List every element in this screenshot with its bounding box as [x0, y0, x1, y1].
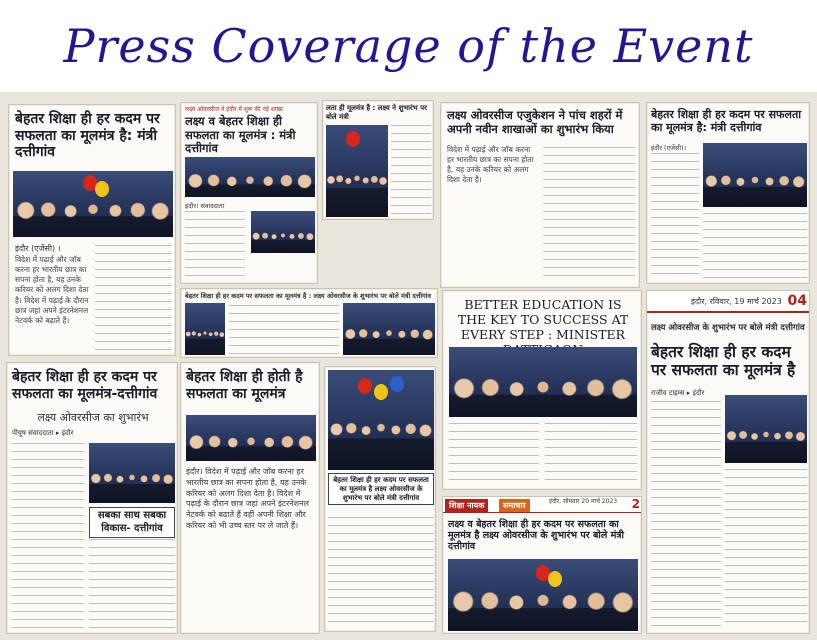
- text-column: [449, 423, 539, 487]
- clipping-kicker: लक्ष्य ओवरसीज के शुभारंभ पर बोले मंत्री दत्तीगांव: [651, 323, 805, 333]
- clipping-byline: पीयूष संवाददाता ▸ इंदौर: [12, 429, 74, 437]
- newspaper-name: शिक्षा नायक: [445, 499, 488, 512]
- clipping-body: विदेश में पढ़ाई और जॉब करना हर भारतीय छात्र का सपना होता है, यह उनके करियर को अलग दिशा देता है। विदेश में पढ़ाई के दौरान छात्र जहां अपने इंटरनेशनल नेटवर्क को बढ़ाते हैं।: [15, 255, 89, 325]
- clipping-masthead-bar: [647, 291, 810, 313]
- clipping-kicker: लता ही मूलमंत्र है : लक्ष्य ने शुभारंभ पर बोले मंत्री: [326, 104, 427, 121]
- text-column: [185, 211, 245, 281]
- event-photo: [251, 211, 315, 253]
- clipping-english: [442, 290, 642, 490]
- clipping-shiksha-nayak: [442, 496, 642, 634]
- text-column: [651, 401, 721, 629]
- clipping-headline: लक्ष्य व बेहतर शिक्षा ही हर कदम पर सफलता का मूलमंत्र है लक्ष्य ओवरसीज के शुभारंभ पर बोले मंत्री दत्तीगांव: [448, 519, 624, 553]
- clipping-headline: बेहतर शिक्षा ही हर कदम पर सफलता का मूलमंत्र है: [651, 343, 796, 380]
- clipping-dattigaon-1: [8, 104, 176, 356]
- event-photo: [703, 143, 807, 207]
- clipping-headline: लक्ष्य व बेहतर शिक्षा ही सफलता का मूलमंत्र : मंत्री दत्तीगांव: [185, 114, 296, 156]
- event-photo: [13, 171, 173, 237]
- text-column: [391, 125, 431, 217]
- text-column: [543, 147, 635, 283]
- clipping-dattigaon-3: [646, 102, 810, 284]
- page-number: 2: [631, 497, 640, 511]
- clipping-box-caption: सबका साथ सबका विकास- दत्तीगांव: [89, 507, 175, 538]
- clipping-headline: बेहतर शिक्षा ही हर कदम पर सफलता का मूलमंत्र है: मंत्री दत्तीगांव: [15, 111, 160, 161]
- text-column: [725, 469, 807, 629]
- clipping-date: इंदौर, रविवार, 19 मार्च 2023: [691, 297, 782, 306]
- event-photo: [89, 443, 175, 503]
- page-number: 04: [787, 293, 807, 309]
- clipping-headline: BETTER EDUCATION IS THE KEY TO SUCCESS AT EVERY STEP : MINISTER: [457, 297, 629, 342]
- clipping-five-cities: [440, 102, 640, 288]
- text-column: [95, 245, 171, 353]
- clipping-masthead-bar: [443, 497, 642, 513]
- clipping-dateline: राजीव टाइम्स ▸ इंदौर: [651, 389, 705, 397]
- event-photo: [448, 559, 638, 631]
- page-title: Press Coverage of the Event: [63, 19, 754, 73]
- clipping-kicker: बेहतर शिक्षा ही हर कदम पर सफलता का मूलमंत्र है : लक्ष्य ओवरसीज के शुभारंभ पर बोले मंत्री दत्तीगांव: [185, 292, 432, 300]
- text-column: [229, 305, 339, 355]
- clipping-dateline: इंदौर (एजेंसी) ।: [15, 244, 61, 253]
- clipping-dattigaon-5: [180, 362, 320, 634]
- clipping-dattigaon-4: [6, 362, 178, 634]
- event-photo: [185, 157, 315, 197]
- event-photo: [725, 395, 807, 463]
- clipping-dateline: इंदौर (एजेंसी)।: [651, 144, 687, 152]
- clipping-body: विदेश में पढ़ाई और जॉब करना हर भारतीय छात्र का सपना होता है, यह उनके करियर को अलग दिशा देता है।: [447, 145, 534, 185]
- event-photo: [328, 370, 434, 470]
- clipping-body: इंदौर। विदेश में पढ़ाई और जॉब करना हर भारतीय छात्र का सपना होता है, यह उनके करियर को अलग दिशा देता है। विदेश में पढ़ाई के दौरान छात्र जहां अपने इंटरनेशनल नेटवर्क को बढ़ाते हैं वहीं अपनी शिक्षा और करियर को भी उच्च स्तर पर ले जाते हैं।: [186, 467, 309, 530]
- event-photo: [326, 125, 388, 217]
- clipping-photo-feature: [324, 366, 436, 632]
- press-clipping-collage: [0, 92, 817, 640]
- clipping-dattigaon-2: [180, 102, 318, 284]
- clipping-headline: बेहतर शिक्षा ही हर कदम पर सफलता का मूलमंत्र-दत्तीगांव: [12, 369, 158, 402]
- event-photo: [449, 347, 637, 417]
- text-column: [703, 213, 807, 279]
- text-column: [89, 539, 175, 629]
- clipping-date: इंदौर, सोमवार 20 मार्च 2023: [549, 498, 618, 505]
- clipping-headline: बेहतर शिक्षा ही होती है सफलता का मूलमंत्र: [186, 369, 303, 402]
- clipping-shubharambh: [322, 100, 434, 220]
- text-column: [12, 443, 84, 629]
- clipping-headline: बेहतर शिक्षा ही हर कदम पर सफलता का मूलमंत्र है: मंत्री दत्तीगांव: [651, 108, 802, 134]
- clipping-dattigaon-strip: [180, 288, 438, 358]
- clipping-dateline: इंदौर। संवाददाता: [185, 202, 225, 210]
- text-column: [328, 517, 434, 627]
- section-name: समाचार: [499, 499, 530, 512]
- text-column: [651, 153, 699, 279]
- clipping-headline: लक्ष्य ओवरसीज एजुकेशन ने पांच शहरों में अपनी नवीन शाखाओं का शुभारंभ किया: [447, 108, 623, 136]
- event-photo: [343, 303, 435, 355]
- clipping-rajeev-times: [646, 290, 810, 634]
- clipping-box-caption: बेहतर शिक्षा ही हर कदम पर सफलता का मूलमंत्र है लक्ष्य ओवरसीज के शुभारंभ पर बोले मंत्री दत्तीगांव: [328, 473, 434, 505]
- text-column: [545, 423, 637, 487]
- event-photo: [185, 303, 225, 355]
- event-photo: [186, 415, 316, 461]
- clipping-subheadline: लक्ष्य ओवरसीज का शुभारंभ: [37, 411, 149, 424]
- clipping-kicker: लक्ष्य ओवरसीज ने इंदौर में शुरू की नई शाखा: [185, 106, 283, 113]
